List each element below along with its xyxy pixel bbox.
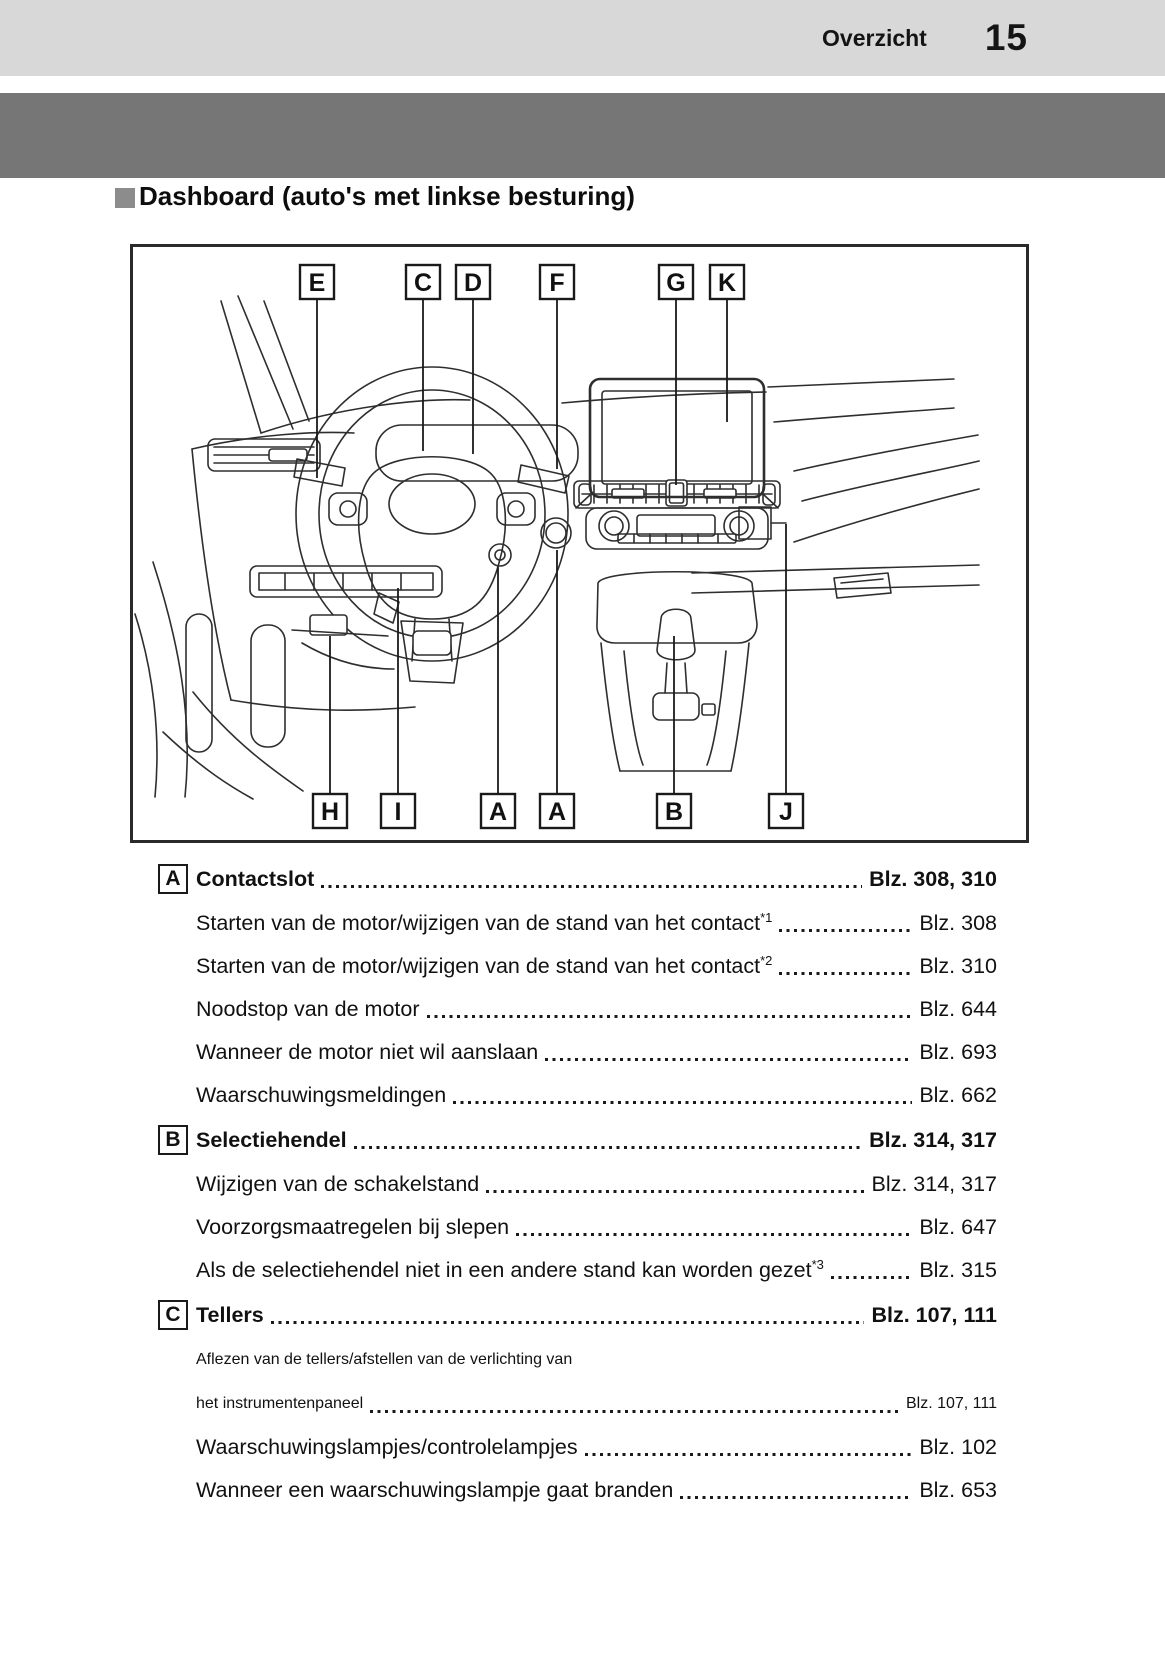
entry-text: Waarschuwingslampjes/controlelampjes [196,1435,578,1459]
footnote-marker: *3 [811,1256,824,1272]
header-page-number: 15 [984,17,1028,58]
leader-dots [427,1015,913,1018]
toc-entry [158,1249,997,1292]
leader-dots [680,1496,912,1499]
leader-dots [545,1058,912,1061]
entry-pages: Blz. 644 [919,997,997,1021]
callout-F [540,265,574,469]
entry-text: Wanneer een waarschuwingslampje gaat branden [196,1478,674,1502]
toc-section-C [158,1292,997,1338]
entry-text: Waarschuwingsmeldingen [196,1083,447,1107]
callout-C [406,265,440,451]
section-title: Contactslot [196,866,315,891]
entry-pages: Blz. 102 [919,1435,997,1459]
dashboard-diagram-svg [133,247,1026,840]
entry-pages: Blz. 662 [919,1083,997,1107]
leader-dots [779,972,912,975]
callout-A [540,550,574,828]
callout-letter-E: E [308,269,326,297]
entry-pages: Blz. 308 [919,911,997,935]
toc-entry [158,1469,997,1512]
toc-section-main [196,1128,997,1153]
section-title: Tellers [196,1302,264,1327]
toc-entry [158,945,997,988]
entry-pages: Blz. 315 [919,1258,997,1282]
entry-pages: Blz. 653 [919,1478,997,1502]
leader-dots [486,1190,864,1193]
entry-text: Wijzigen van de schakelstand [196,1172,480,1196]
callout-letter-C: C [413,269,433,297]
heading-text: Dashboard (auto's met linkse besturing) [139,181,635,211]
leader-dots [321,885,862,888]
entry-text: Noodstop van de motor [196,997,420,1021]
callout-letter-D: D [463,269,483,297]
callout-letter-H: H [320,798,340,826]
toc-section-A [158,856,997,902]
toc-section-main [196,867,997,892]
footnote-marker: *2 [760,952,773,968]
toc-entry [158,1074,997,1117]
diagram-panel [130,244,1029,843]
callout-letter-A: A [488,798,508,826]
toc-entry [158,1206,997,1249]
callout-letter-F: F [549,269,565,297]
header-section-title: Overzicht [822,24,927,51]
entry-text: Voorzorgsmaatregelen bij slepen [196,1215,510,1239]
callout-K [710,265,744,422]
toc-entry [158,988,997,1031]
letter-box-C: C [158,1300,188,1330]
leader-dots [831,1276,912,1279]
toc-section-main [196,1303,997,1328]
section-pages: Blz. 107, 111 [871,1302,997,1327]
callout-letter-B: B [664,798,684,826]
entry-text: Starten van de motor/wijzigen van de stand van het contact$^{*2}$ [196,952,773,978]
section-heading [115,181,635,212]
toc-entry [158,1031,997,1074]
chapter-banner [0,93,1165,178]
entry-text: het instrumentenpaneel [196,1395,364,1412]
toc-entry [158,902,997,945]
heading-bullet-square [115,188,135,208]
leader-dots [516,1233,912,1236]
leader-dots [453,1101,912,1104]
callout-letter-K: K [717,269,737,297]
section-title: Selectiehendel [196,1127,347,1152]
callout-letter-I: I [394,798,402,826]
leader-dots [370,1410,899,1413]
entry-pages: Blz. 647 [919,1215,997,1239]
letter-box-B: B [158,1125,188,1155]
legend-list [158,856,997,1512]
toc-entry [158,1163,997,1206]
entry-pages: Blz. 314, 317 [871,1172,997,1196]
entry-text: Starten van de motor/wijzigen van de stand van het contact$^{*1}$ [196,909,773,935]
toc-entry-twoline [158,1338,997,1426]
entry-text: Als de selectiehendel niet in een andere stand kan worden gezet$^{*3}$ [196,1256,824,1282]
callout-E [300,265,334,478]
entry-text: Aflezen van de tellers/afstellen van de verlichting van [196,1351,573,1368]
leader-dots [585,1453,913,1456]
leader-dots [271,1321,865,1324]
callout-A [481,567,515,828]
entry-line-1 [158,1338,997,1382]
toc-section-B [158,1117,997,1163]
section-pages: Blz. 308, 310 [869,866,997,891]
entry-pages: Blz. 107, 111 [905,1395,997,1412]
leader-dots [354,1146,863,1149]
letter-box-A: A [158,864,188,894]
entry-pages: Blz. 310 [919,954,997,978]
callout-H [313,636,347,828]
section-pages: Blz. 314, 317 [869,1127,997,1152]
entry-text: Wanneer de motor niet wil aanslaan [196,1040,539,1064]
entry-line-2 [158,1382,997,1426]
page-header [0,0,1165,76]
leader-dots [779,929,912,932]
footnote-marker: *1 [760,909,773,925]
entry-pages: Blz. 693 [919,1040,997,1064]
callout-letter-G: G [666,269,686,297]
toc-entry [158,1426,997,1469]
callout-letter-J: J [779,798,793,826]
callout-letter-A: A [547,798,567,826]
callout-G [659,265,693,485]
